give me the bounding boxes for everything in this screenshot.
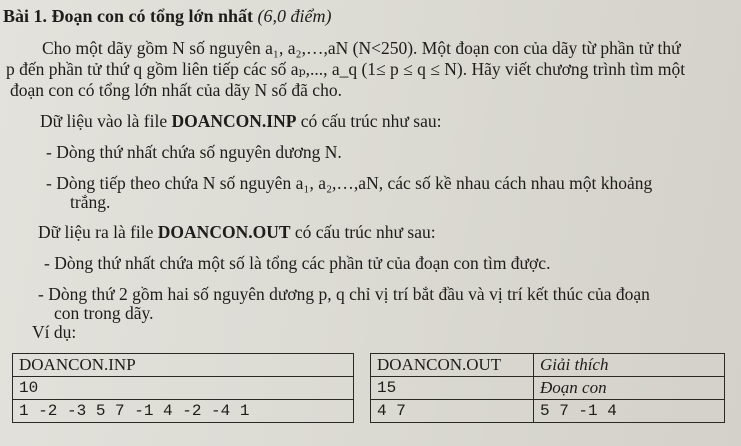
input-item-2: - Dòng tiếp theo chứa N số nguyên a₁, a₂,…,aN, các số kề nhau cách nhau một khoảng <box>46 173 653 193</box>
output-table-cell: 4 7 <box>371 400 534 423</box>
table-row <box>13 354 354 377</box>
input-item-2-cont: trắng. <box>70 192 111 212</box>
input-item-1: - Dòng thứ nhất chứa số nguyên dương N. <box>46 142 342 162</box>
output-desc-post: có cấu trúc như sau: <box>290 222 436 242</box>
input-description <box>40 111 441 131</box>
intro-line-2: p đến phần tử thứ q gồm liên tiếp các số aₚ,..., a_q (1≤ p ≤ q ≤ N). Hãy viết chương trình tìm một <box>6 59 686 79</box>
problem-title <box>3 6 332 26</box>
table-row <box>13 377 354 400</box>
output-table-cell: 15 <box>371 377 534 400</box>
intro-line-1: Cho một dãy gồm N số nguyên a₁, a₂,…,aN (N<250). Một đoạn con của dãy từ phần tử thứ <box>42 38 681 58</box>
output-desc-pre: Dữ liệu ra là file <box>38 222 158 242</box>
output-item-2-cont: con trong dãy. <box>54 303 154 323</box>
output-item-1: - Dòng thứ nhất chứa một số là tổng các phần tử của đoạn con tìm được. <box>44 253 551 273</box>
problem-points: (6,0 điểm) <box>257 6 332 26</box>
table-row <box>371 400 725 423</box>
output-file-name: DOANCON.OUT <box>157 222 291 242</box>
problem-title-text: Bài 1. Đoạn con có tổng lớn nhất <box>3 6 254 26</box>
explanation-cell: 5 7 -1 4 <box>534 400 725 423</box>
output-table-header: DOANCON.OUT <box>371 354 534 377</box>
input-table-cell: 10 <box>13 377 354 400</box>
table-row <box>13 400 354 423</box>
input-desc-post: có cấu trúc như sau: <box>296 111 442 131</box>
output-item-2: - Dòng thứ 2 gồm hai số nguyên dương p, q chỉ vị trí bắt đầu và vị trí kết thúc của đoạn <box>38 284 650 304</box>
output-example-table <box>370 353 725 423</box>
table-row <box>371 354 725 377</box>
table-row <box>371 377 725 400</box>
example-label: Ví dụ: <box>32 322 77 342</box>
input-table-header: DOANCON.INP <box>13 354 354 377</box>
input-example-table <box>12 353 354 423</box>
input-desc-pre: Dữ liệu vào là file <box>40 111 172 131</box>
intro-line-3: đoạn con có tổng lớn nhất của dãy N số đã cho. <box>10 80 342 100</box>
explanation-header: Giải thích <box>534 354 725 377</box>
explanation-cell: Đoạn con <box>534 377 725 400</box>
output-description <box>38 222 436 242</box>
input-file-name: DOANCON.INP <box>171 111 297 131</box>
input-table-cell: 1 -2 -3 5 7 -1 4 -2 -4 1 <box>13 400 354 423</box>
